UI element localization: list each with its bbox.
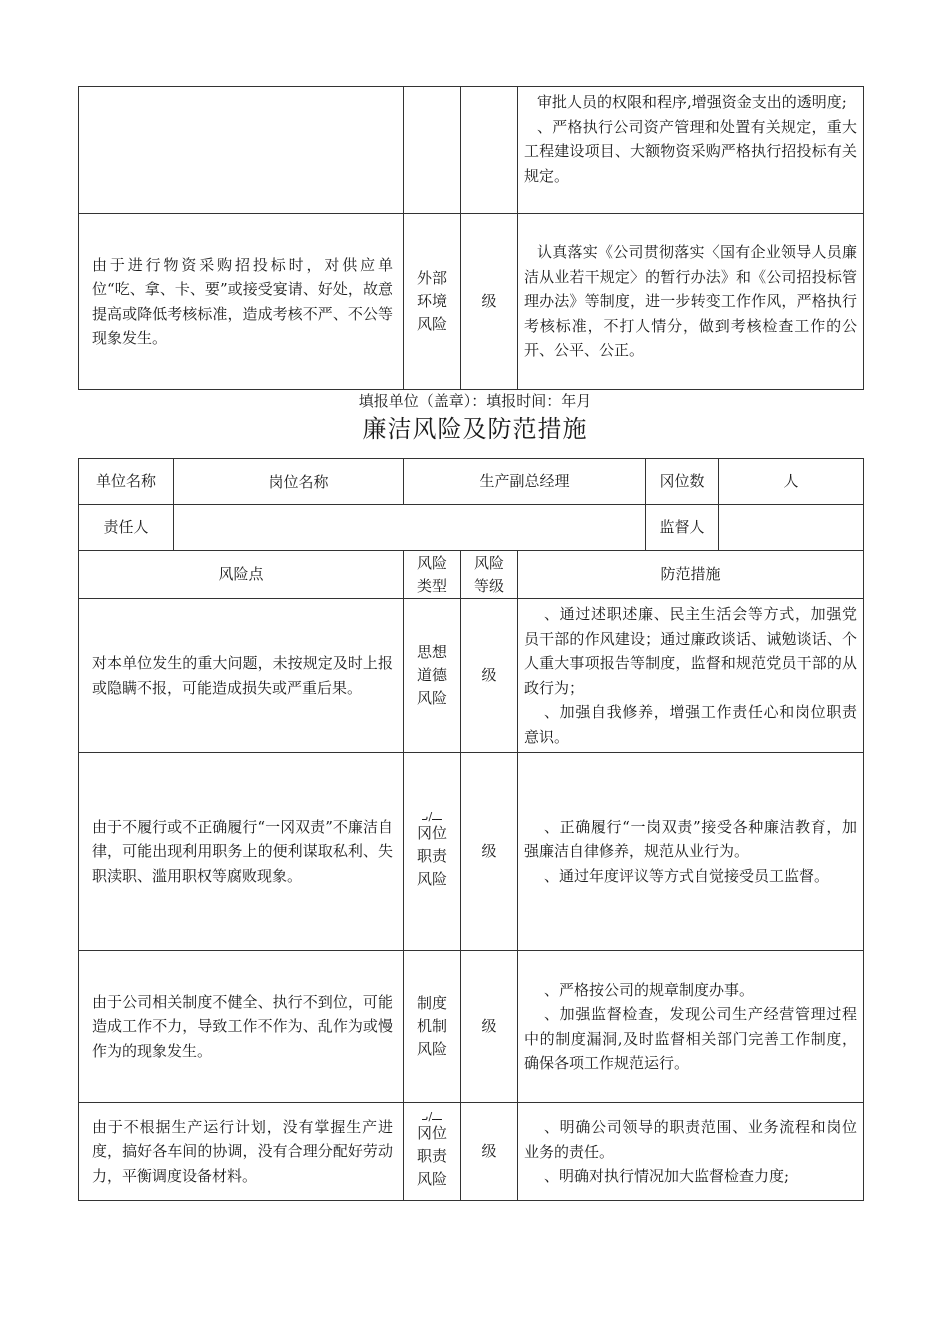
measure-text: 、明确对执行情况加大监督检查力度; [544,1167,790,1185]
supervisor-value [719,505,864,551]
risk-type-line: 风险 [416,689,447,707]
fill-in-line: 填报单位（盖章）：填报时间：年月 [358,392,592,410]
measure-text: 、通过年度评议等方式自觉接受员工监督。 [544,866,830,885]
measures-cell [518,214,864,390]
risk-type-line: 冈位 [416,1124,447,1142]
risk-type-line: 职责 [416,1147,447,1165]
measure-text: 、严格按公司的规章制度办事。 [544,980,755,999]
post-count-value: 人 [719,459,864,505]
measures-cell [518,951,864,1103]
risk-type-cell [404,951,461,1103]
risk-type-line: 思想 [416,643,447,661]
risk-type-line: 制度 [416,994,447,1012]
risk-type-line: 外部 [416,269,447,287]
responsible-label: 责任人 [79,505,174,551]
risk-type-header: 风险类型 [404,551,461,599]
measure-text: 认真落实《公司贯彻落实〈国有企业领导人员廉洁从业若干规定〉的暂行办法》和《公司招投标管理办法》等制度，进一步转变工作作风，严格执行考核标准，不打人情分，做到考核检查工作的公开、公平、公正。 [524,243,857,360]
measures-cell [518,1103,864,1201]
measure-text: 、加强自我修养，增强工作责任心和岗位职责意识。 [524,703,858,746]
measure-text: 、正确履行“一岗双责”接受各种廉洁教育，加强廉洁自律修养，规范从业行为。 [524,817,858,861]
risk-type-line: 风险 [416,315,447,333]
unit-name-label: 单位名称 [79,459,174,505]
risk-type-cell [404,1103,461,1201]
risk-level-cell: 级 [461,753,518,951]
risk-point-cell: 由于不履行或不正确履行“一冈双责”不廉洁自律，可能出现利用职务上的便利谋取私利、失职渎职、滥用职权等腐败现象。 [79,753,404,951]
risk-type-line: 风险 [416,1040,447,1058]
continuation-table [78,86,864,390]
risk-type-cell [404,599,461,753]
responsible-value [174,505,646,551]
risk-level-cell: 级 [461,1103,518,1201]
measure-text: 审批人员的权限和程序,增强资金支出的透明度; [537,93,847,111]
risk-type-line: 职责 [416,847,447,865]
risk-level-cell: 级 [461,214,518,390]
risk-type-line: 风险 [416,1170,447,1188]
supervisor-label: 监督人 [646,505,719,551]
risk-type-line: 冈位 [416,824,447,842]
risk-type-line: 环境 [416,292,447,310]
post-name-label: 岗位名称 [174,459,404,505]
risk-point-header: 风险点 [79,551,404,599]
measures-cell [518,753,864,951]
risk-level-cell: 级 [461,599,518,753]
post-count-label: 冈位数 [646,459,719,505]
measures-cell [518,599,864,753]
measure-text: 、严格执行公司资产管理和处置有关规定，重大工程建设项目、大额物资采购严格执行招投标有关规定。 [524,117,857,185]
risk-table [78,458,864,1201]
post-name-value: 生产副总经理 [404,459,646,505]
risk-point-cell: 由于公司相关制度不健全、执行不到位，可能造成工作不力，导致工作不作为、乱作为或慢作为的现象发生。 [79,951,404,1103]
risk-level-cell: 级 [461,951,518,1103]
risk-point-cell: 由于不根据生产运行计划，没有掌握生产进度，搞好各车间的协调，没有合理分配好劳动力，平衡调度设备材料。 [79,1103,404,1201]
risk-type-line: 道德 [416,666,447,684]
risk-type-glyph: ـــ/ٮـ [422,810,442,823]
risk-type-cell [404,87,461,214]
risk-type-cell [404,214,461,390]
measure-text: 、明确公司领导的职责范围、业务流程和岗位业务的责任。 [524,1118,858,1161]
measures-header: 防范措施 [518,551,864,599]
risk-type-glyph: ـــ/ٮـ [422,1110,442,1123]
risk-level-cell [461,87,518,214]
risk-type-line: 风险 [416,870,447,888]
risk-point-cell [79,87,404,214]
risk-type-cell [404,753,461,951]
measures-cell [518,87,864,214]
risk-type-line: 机制 [416,1017,447,1035]
risk-level-header: 风险等级 [461,551,518,599]
document-title: 廉洁风险及防范措施 [362,415,588,443]
measure-text: 、通过述职述廉、民主生活会等方式，加强党员干部的作风建设；通过廉政谈话、诫勉谈话、个人重大事项报告等制度，监督和规范党员干部的从政行为； [524,605,858,697]
risk-point-cell: 对本单位发生的重大问题，未按规定及时上报或隐瞒不报，可能造成损失或严重后果。 [79,599,404,753]
measure-text: 、加强监督检查，发现公司生产经营管理过程中的制度漏洞,及时监督相关部门完善工作制度，确保各项工作规范运行。 [524,1005,858,1072]
risk-point-cell: 由于进行物资采购招投标时，对供应单位“吃、拿、卡、要”或接受宴请、好处，故意提高或降低考核标准，造成考核不严、不公等现象发生。 [79,214,404,390]
